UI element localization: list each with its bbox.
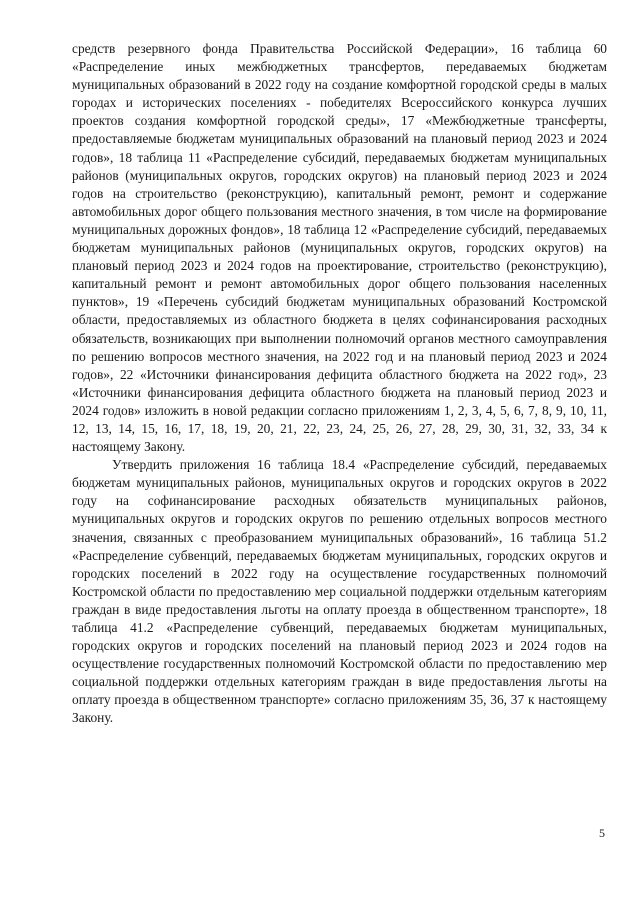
document-page: [72, 40, 607, 728]
paragraph-approve-appendices: Утвердить приложения 16 таблица 18.4 «Распределение субсидий, передаваемых бюджетам муниципальных районов, муниципальных округов и городских округов в 2022 году на софинансирование расходных обязательств муниципальных районов, муниципальных округов и городских округов по решению отдельных вопросов местного значения, связанных с преобразованием муниципальных образований», 16 таблица 51.2 «Распределение субвенций, передаваемых бюджетам муниципальных, городских округов и городских поселений в 2022 году на осуществление государственных полномочий Костромской области по предоставлению мер социальной поддержки отдельным категориям граждан в виде предоставления льготы на оплату проезда в общественном транспорте», 18 таблица 41.2 «Распределение субвенций, передаваемых бюджетам муниципальных, городских округов и городских поселений на плановый период 2023 и 2024 годов на осуществление государственных полномочий Костромской области по предоставлению мер социальной поддержки отдельных категориям граждан в виде предоставления льготы на оплату проезда в общественном транспорте» согласно приложениям 35, 36, 37 к настоящему Закону.: [72, 457, 607, 726]
page-number: 5: [599, 826, 605, 840]
paragraph-appendices-continuation: средств резервного фонда Правительства Российской Федерации», 16 таблица 60 «Распределение иных межбюджетных трансфертов, передаваемых бюджетам муниципальных образований в 2022 году на создание комфортной городской среды в малых городах и исторических поселениях - победителях Всероссийского конкурса лучших проектов создания комфортной городской среды», 17 «Межбюджетные трансферты, предоставляемые бюджетам муниципальных образований на плановый период 2023 и 2024 годов», 18 таблица 11 «Распределение субсидий, передаваемых бюджетам муниципальных районов (муниципальных округов, городских округов) на плановый период 2023 и 2024 годов на строительство (реконструкцию), капитальный ремонт, ремонт и содержание автомобильных дорог общего пользования местного значения, в том числе на формирование муниципальных дорожных фондов», 18 таблица 12 «Распределение субсидий, передаваемых бюджетам муниципальных районов (муниципальных округов, городских округов) на плановый период 2023 и 2024 годов на проектирование, строительство (реконструкцию), капитальный ремонт и ремонт автомобильных дорог общего пользования населенных пунктов», 19 «Перечень субсидий бюджетам муниципальных образований Костромской области, предоставляемых из областного бюджета в целях софинансирования расходных обязательств, возникающих при выполнении полномочий органов местного самоуправления по решению вопросов местного значения, на 2022 год и на плановый период 2023 и 2024 годов», 22 «Источники финансирования дефицита областного бюджета на 2022 год», 23 «Источники финансирования дефицита областного бюджета на плановый период 2023 и 2024 годов» изложить в новой редакции согласно приложениям 1, 2, 3, 4, 5, 6, 7, 8, 9, 10, 11, 12, 13, 14, 15, 16, 17, 18, 19, 20, 21, 22, 23, 24, 25, 26, 27, 28, 29, 30, 31, 32, 33, 34 к настоящему Закону.: [72, 41, 607, 455]
